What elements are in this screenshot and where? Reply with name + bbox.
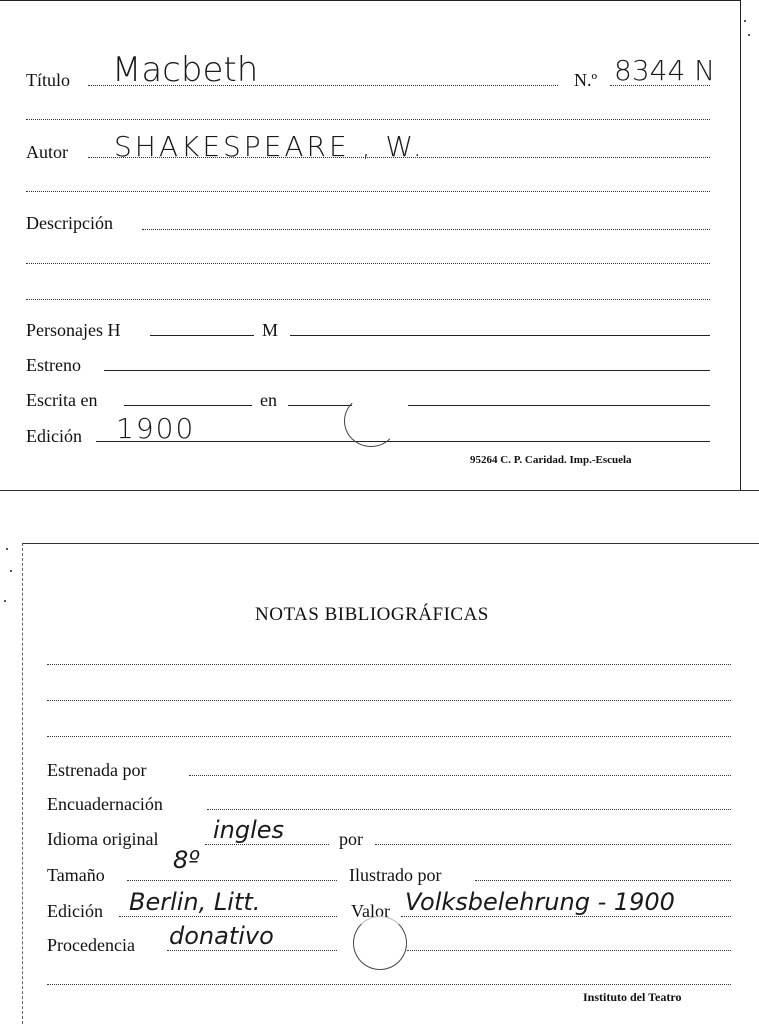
idioma-line bbox=[205, 844, 329, 845]
notas-line-2 bbox=[47, 700, 731, 701]
valor-line bbox=[401, 916, 731, 917]
valor-label: Valor bbox=[351, 901, 390, 921]
final-line bbox=[47, 984, 731, 985]
back-edicion-value: Berlin, Litt. bbox=[129, 888, 261, 916]
descripcion-line-2 bbox=[26, 263, 710, 264]
idioma-label: Idioma original bbox=[47, 829, 159, 849]
tamano-label: Tamaño bbox=[47, 865, 105, 885]
procedencia-line-1 bbox=[167, 950, 337, 951]
scan-speck bbox=[744, 20, 746, 22]
estrenada-label: Estrenada por bbox=[47, 760, 147, 780]
scan-speck bbox=[6, 548, 8, 550]
ilustrado-line bbox=[475, 880, 731, 881]
scan-speck bbox=[10, 570, 12, 572]
en-label: en bbox=[260, 390, 277, 410]
notas-line-3 bbox=[47, 736, 731, 737]
edicion-value: 1900 bbox=[116, 412, 196, 445]
autor-continuation-line bbox=[26, 191, 710, 192]
catalog-card-front bbox=[0, 0, 741, 491]
personajes-label: Personajes H bbox=[26, 320, 121, 340]
institution-imprint: Instituto del Teatro bbox=[583, 990, 682, 1004]
front-card-bottom-edge bbox=[0, 490, 759, 491]
autor-value: SHAKESPEARE , W. bbox=[114, 130, 425, 163]
estrenada-line bbox=[189, 775, 731, 776]
scan-speck bbox=[748, 34, 750, 36]
punch-hole-mark bbox=[353, 916, 407, 970]
personajes-m-line bbox=[290, 335, 710, 336]
autor-label: Autor bbox=[26, 142, 68, 162]
en-line-1 bbox=[288, 405, 352, 406]
printer-imprint: 95264 C. P. Caridad. Imp.-Escuela bbox=[470, 454, 632, 466]
por-label: por bbox=[339, 829, 363, 849]
scan-speck bbox=[4, 600, 6, 602]
en-line-2 bbox=[408, 405, 710, 406]
edicion-label: Edición bbox=[26, 426, 82, 446]
estreno-line bbox=[104, 370, 710, 371]
numero-value: 8344 N bbox=[614, 54, 716, 87]
descripcion-line-1 bbox=[142, 229, 710, 230]
estreno-label: Estreno bbox=[26, 355, 81, 375]
notas-line-1 bbox=[47, 664, 731, 665]
titulo-continuation-line bbox=[26, 119, 710, 120]
encuadernacion-line bbox=[207, 809, 731, 810]
procedencia-line-2 bbox=[407, 950, 731, 951]
descripcion-line-3 bbox=[26, 299, 710, 300]
back-edicion-line bbox=[119, 916, 337, 917]
idioma-value: ingles bbox=[213, 816, 285, 844]
encuadernacion-label: Encuadernación bbox=[47, 794, 163, 814]
personajes-m-label: M bbox=[262, 320, 279, 340]
back-edicion-label: Edición bbox=[47, 901, 103, 921]
descripcion-label: Descripción bbox=[26, 213, 113, 233]
tamano-value: 8º bbox=[173, 846, 200, 874]
personajes-h-line bbox=[150, 335, 254, 336]
escrita-line bbox=[124, 405, 252, 406]
procedencia-label: Procedencia bbox=[47, 935, 135, 955]
escrita-label: Escrita en bbox=[26, 390, 98, 410]
tamano-line bbox=[127, 880, 337, 881]
por-line bbox=[375, 844, 731, 845]
valor-value: Volksbelehrung - 1900 bbox=[405, 888, 675, 916]
punch-hole-mark bbox=[344, 395, 398, 447]
titulo-value: Macbeth bbox=[112, 50, 259, 90]
titulo-label: Título bbox=[26, 70, 70, 90]
procedencia-value: donativo bbox=[169, 922, 274, 950]
numero-label: N.º bbox=[574, 70, 598, 90]
notas-heading: NOTAS BIBLIOGRÁFICAS bbox=[255, 604, 489, 625]
catalog-card-back bbox=[22, 543, 759, 1024]
ilustrado-label: Ilustrado por bbox=[349, 865, 442, 885]
